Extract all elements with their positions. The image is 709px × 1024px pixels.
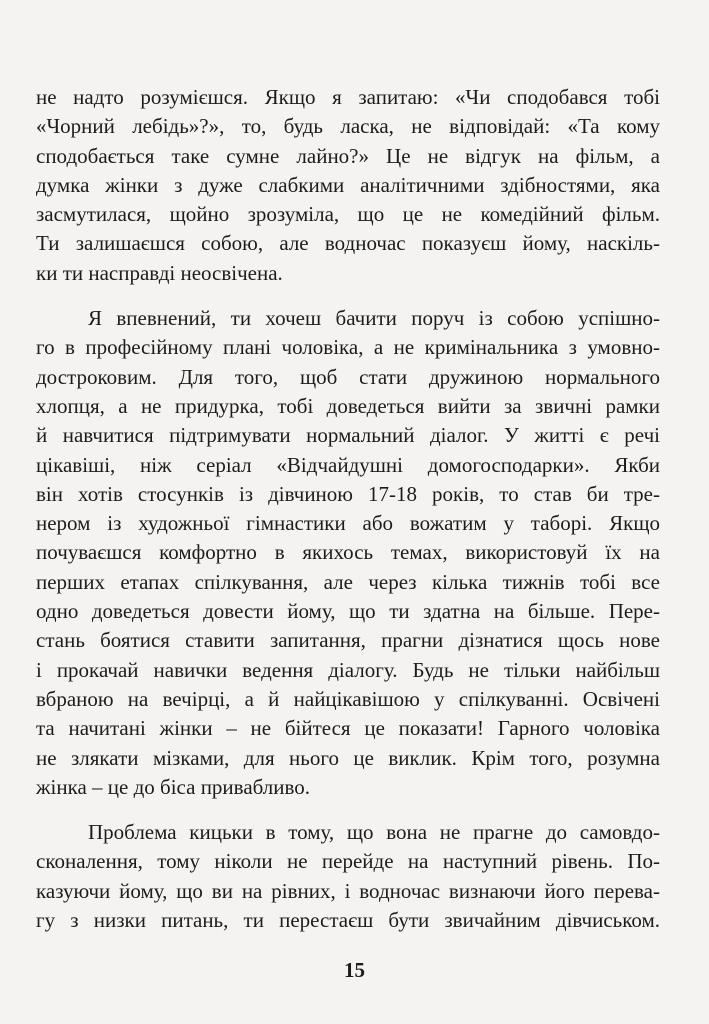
text-line: хлопця, а не придурка, тобі доведеться вийти за звичні рамки: [36, 393, 660, 418]
text-line: Ти залишаєшся собою, але водночас показуєш йому, наскіль-: [36, 231, 660, 256]
text-line: казуючи йому, що ви на рівних, і водночас визнаючи його перева-: [36, 878, 660, 903]
text-line: го в професійному плані чоловіка, а не кримінальника з умовно-: [36, 335, 660, 360]
text-line: одно доведеться довести йому, що ти здатна на більше. Пере-: [36, 599, 660, 624]
page-number: 15: [344, 958, 365, 982]
text-line: нером із художньої гімнастики або вожатим у таборі. Якщо: [36, 511, 660, 536]
text-line: жінка – це до біса привабливо.: [36, 774, 311, 799]
paragraph-3: [36, 818, 660, 935]
text-line: засмутилася, щойно зрозуміла, що це не комедійний фільм.: [36, 202, 660, 227]
text-line: сконалення, тому ніколи не перейде на наступний рівень. По-: [36, 849, 660, 874]
text-line: не злякати мізками, для нього це виклик. Крім того, розумна: [36, 745, 660, 770]
text-line: Проблема кицьки в тому, що вона не прагне до самовдо-: [88, 820, 660, 845]
text-line: не надто розумієшся. Якщо я запитаю: «Чи сподобався тобі: [36, 85, 660, 109]
paragraph-1: [36, 83, 660, 288]
text-line: почуваєшся комфортно в якихось темах, використовуй їх на: [36, 540, 660, 565]
text-line: гу з низки питань, ти перестаєш бути звичайним дівчиськом.: [36, 908, 660, 933]
book-page: [36, 83, 660, 935]
text-line: Я впевнений, ти хочеш бачити поруч із собою успішно-: [88, 306, 660, 331]
text-line: сподобається таке сумне лайно?» Це не відгук на фільм, а: [36, 143, 660, 168]
text-line: та начитані жінки – не бійтеся це показати! Гарного чоловіка: [36, 716, 660, 741]
text-line: стань боятися ставити запитання, прагни дізнатися щось нове: [36, 628, 660, 653]
text-line: «Чорний лебідь»?», то, будь ласка, не відповідай: «Та кому: [36, 114, 660, 139]
text-line: вбраною на вечірці, а й найцікавішою у спілкуванні. Освічені: [36, 686, 660, 711]
text-line: й навчитися підтримувати нормальний діалог. У житті є речі: [36, 423, 660, 448]
text-line: ки ти насправді неосвічена.: [36, 260, 283, 285]
text-line: цікавіші, ніж серіал «Відчайдушні домогосподарки». Якби: [36, 452, 660, 477]
text-line: і прокачай навички ведення діалогу. Будь не тільки найбільш: [36, 657, 660, 682]
paragraph-2: [36, 304, 660, 802]
text-line: достроковим. Для того, щоб стати дружиною нормального: [36, 364, 660, 389]
text-line: думка жінки з дуже слабкими аналітичними здібностями, яка: [36, 172, 660, 197]
text-line: він хотів стосунків із дівчиною 17-18 років, то став би тре-: [36, 481, 660, 506]
text-line: перших етапах спілкування, але через кілька тижнів тобі все: [36, 569, 660, 594]
